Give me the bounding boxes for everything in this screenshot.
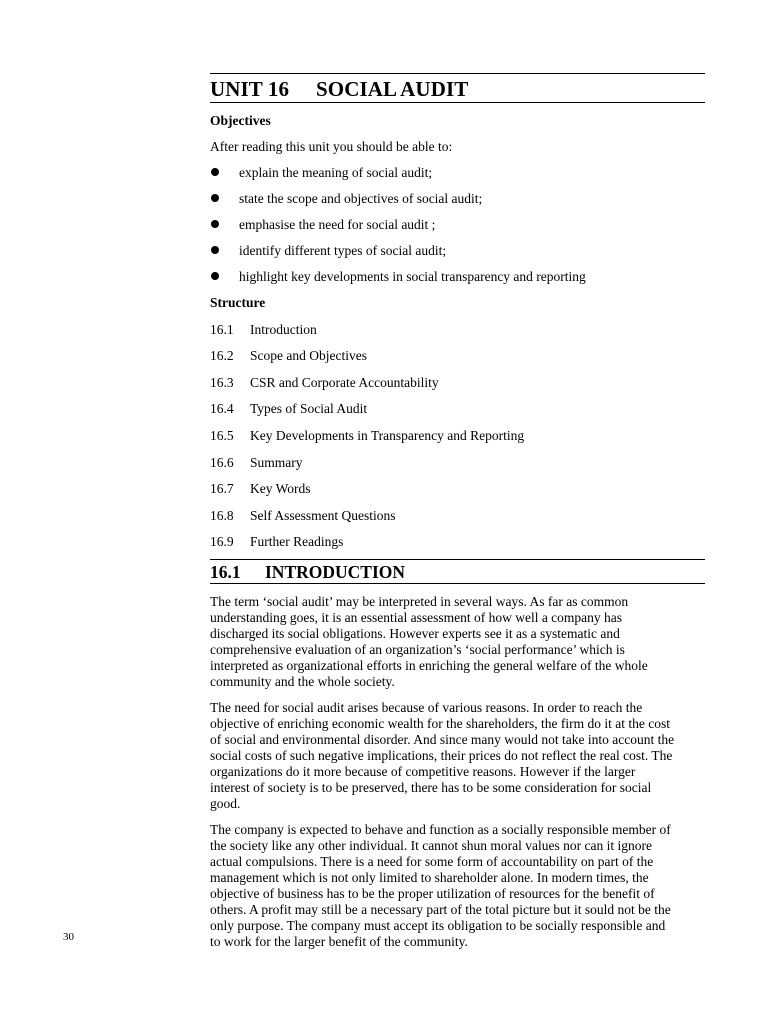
structure-number: 16.7 [210, 481, 234, 497]
text-line: management which is not only limited to shareholder alone. In modern times, the [210, 870, 649, 886]
structure-item [210, 321, 705, 339]
objective-item [210, 190, 705, 208]
section-title-text: INTRODUCTION [265, 562, 406, 583]
text-line: to work for the larger benefit of the community. [210, 934, 468, 950]
objective-text: identify different types of social audit; [239, 243, 447, 258]
structure-item [210, 347, 705, 365]
text-line: community and the whole society. [210, 674, 395, 690]
bullet-icon [211, 194, 219, 202]
text-line: The company is expected to behave and function as a socially responsible member of [210, 822, 671, 838]
objectives-list [210, 164, 705, 286]
structure-label: Key Words [250, 481, 311, 497]
objective-item [210, 164, 705, 182]
structure-heading: Structure [210, 295, 266, 310]
text-line: understanding goes, it is an essential assessment of how well a company has [210, 610, 623, 626]
structure-item [210, 507, 705, 525]
structure-label: CSR and Corporate Accountability [250, 374, 439, 390]
bullet-icon [211, 272, 219, 280]
structure-list [210, 321, 705, 552]
structure-number: 16.2 [210, 348, 234, 364]
text-line: actual compulsions. There is a need for some form of accountability on part of the [210, 854, 654, 870]
text-line: interest of society is to be preserved, there has to be some consideration for social [210, 780, 652, 796]
bullet-icon [211, 246, 219, 254]
structure-label: Key Developments in Transparency and Reporting [250, 427, 525, 443]
structure-label: Scope and Objectives [250, 348, 367, 364]
structure-label: Self Assessment Questions [250, 507, 396, 523]
objective-text: emphasise the need for social audit ; [239, 217, 436, 232]
structure-label: Further Readings [250, 534, 344, 550]
top-rule [210, 73, 705, 74]
section-rule-top [210, 559, 705, 560]
structure-number: 16.1 [210, 321, 234, 337]
paragraph [210, 594, 705, 690]
page-content [210, 73, 705, 950]
title-rule [210, 102, 705, 103]
text-line: objective of business has to be the proper utilization of resources for the benefit of [210, 886, 655, 902]
structure-label: Introduction [250, 321, 317, 337]
text-line: The need for social audit arises because of various reasons. In order to reach the [210, 700, 643, 716]
structure-number: 16.9 [210, 534, 234, 550]
objective-item [210, 242, 705, 260]
structure-item [210, 454, 705, 472]
structure-number: 16.4 [210, 401, 234, 417]
structure-item [210, 400, 705, 418]
unit-title [210, 76, 705, 102]
section-title [210, 561, 705, 583]
text-line: social costs of such negative implications, their prices do not reflect the real cost. The [210, 748, 673, 764]
structure-item [210, 533, 705, 551]
objective-text: explain the meaning of social audit; [239, 165, 433, 180]
text-line: the society like any other individual. It cannot shun moral values nor can it ignore [210, 838, 653, 854]
text-line: others. A profit may still be a necessary part of the total picture but it sould not be the [210, 902, 671, 918]
structure-item [210, 427, 705, 445]
paragraph [210, 700, 705, 812]
bullet-icon [211, 168, 219, 176]
text-line: good. [210, 796, 241, 812]
text-line: objective of enriching economic wealth for the shareholders, the firm do it at the cost [210, 716, 670, 732]
structure-label: Summary [250, 454, 303, 470]
section-number: 16.1 [210, 562, 241, 583]
unit-number: UNIT 16 [210, 77, 290, 101]
text-line: interpreted as organizational efforts in enriching the general welfare of the whole [210, 658, 648, 674]
objective-item [210, 216, 705, 234]
objective-text: highlight key developments in social transparency and reporting [239, 269, 586, 284]
text-line: comprehensive evaluation of an organization’s ‘social performance’ which is [210, 642, 625, 658]
objectives-heading: Objectives [210, 113, 271, 128]
text-line: discharged its social obligations. However experts see it as a systematic and [210, 626, 620, 642]
section-rule-bottom [210, 583, 705, 584]
structure-label: Types of Social Audit [250, 401, 368, 417]
text-line: of social and environmental disorder. And since many would not take into account the [210, 732, 675, 748]
bullet-icon [211, 220, 219, 228]
unit-title-text: SOCIAL AUDIT [316, 77, 469, 101]
objectives-intro: After reading this unit you should be able to: [210, 139, 453, 154]
structure-item [210, 480, 705, 498]
text-line: The term ‘social audit’ may be interpreted in several ways. As far as common [210, 594, 629, 610]
objective-text: state the scope and objectives of social audit; [239, 191, 483, 206]
text-line: organizations do it more because of competitive reasons. However if the larger [210, 764, 636, 780]
structure-number: 16.3 [210, 374, 234, 390]
paragraph [210, 822, 705, 950]
structure-number: 16.6 [210, 454, 234, 470]
structure-item [210, 374, 705, 392]
structure-number: 16.8 [210, 507, 234, 523]
objective-item [210, 268, 705, 286]
text-line: only purpose. The company must accept its obligation to be socially responsible and [210, 918, 666, 934]
structure-number: 16.5 [210, 427, 234, 443]
page-number: 30 [63, 931, 74, 943]
